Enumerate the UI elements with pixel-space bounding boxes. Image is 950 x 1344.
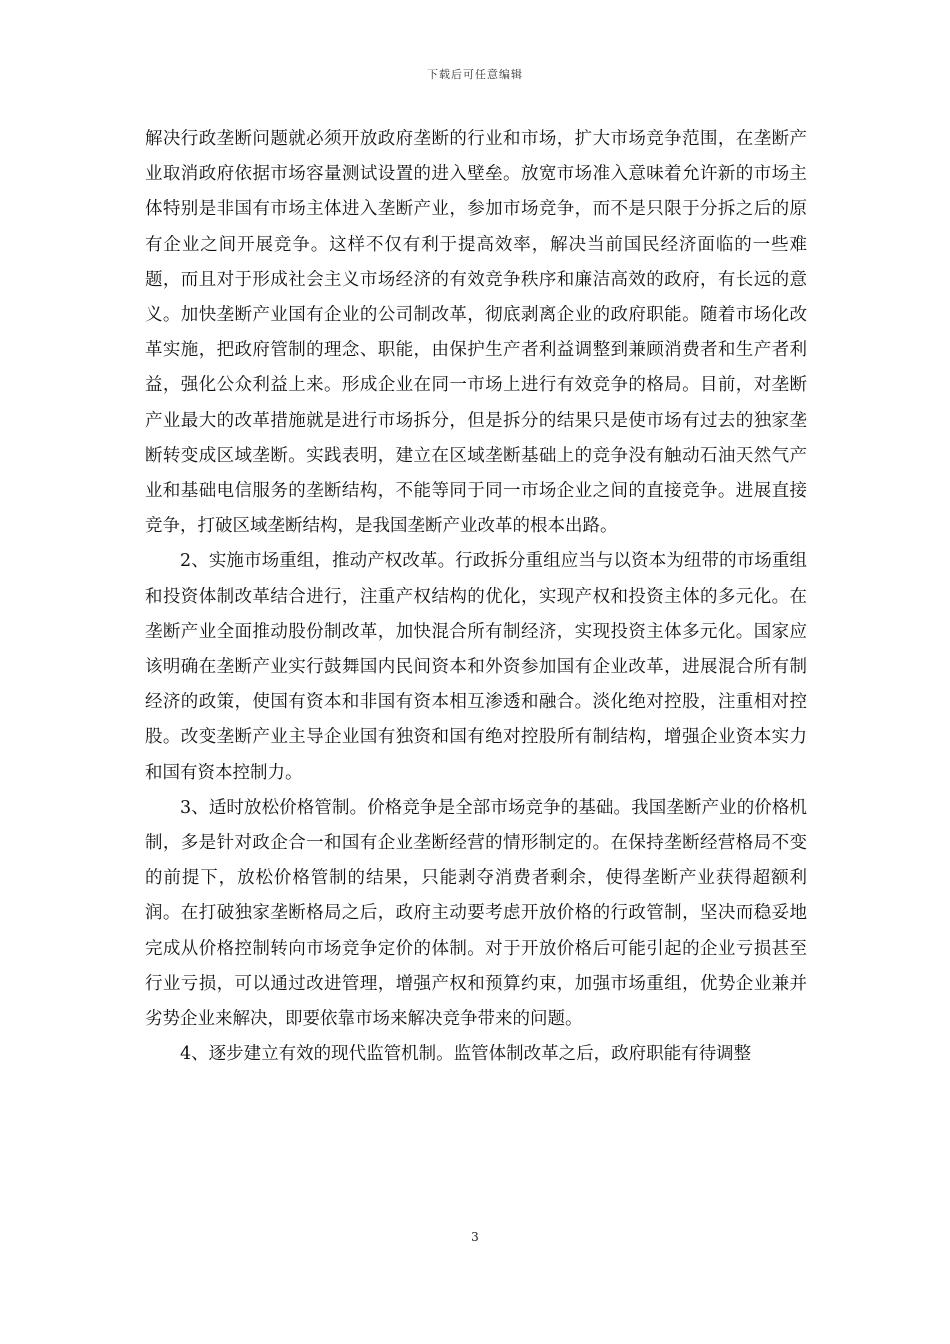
paragraph-1: 解决行政垄断问题就必须开放政府垄断的行业和市场，扩大市场竞争范围，在垄断产业取消政府依据市场容量测试设置的进入壁垒。放宽市场准入意味着允许新的市场主体特别是非国有市场主体进入垄断产业，参加市场竞争，而不是只限于分拆之后的原有企业之间开展竞争。这样不仅有利于提高效率，解决当前国民经济面临的一些难题，而且对于形成社会主义市场经济的有效竞争秩序和廉洁高效的政府，有长远的意义。加快垄断产业国有企业的公司制改革，彻底剥离企业的政府职能。随着市场化改革实施，把政府管制的理念、职能，由保护生产者利益调整到兼顾消费者和生产者利益，强化公众利益上来。形成企业在同一市场上进行有效竞争的格局。目前，对垄断产业最大的改革措施就是进行市场拆分，但是拆分的结果只是使市场有过去的独家垄断转变成区域垄断。实践表明，建立在区域垄断基础上的竞争没有触动石油天然气产业和基础电信服务的垄断结构，不能等同于同一市场企业之间的直接竞争。进展直接竞争，打破区域垄断结构，是我国垄断产业改革的根本出路。 [145, 129, 807, 537]
page-number: 3 [471, 1230, 479, 1244]
page-header: 下载后可任意编辑 [427, 68, 523, 81]
document-body [145, 122, 807, 1072]
paragraph-4: 4、逐步建立有效的现代监管机制。监管体制改革之后，政府职能有待调整 [180, 1044, 752, 1065]
paragraph-2: 2、实施市场重组，推动产权改革。行政拆分重组应当与以资本为纽带的市场重组和投资体制改革结合进行，注重产权结构的优化，实现产权和投资主体的多元化。在垄断产业全面推动股份制改革，加快混合所有制经济，实现投资主体多元化。国家应该明确在垄断产业实行鼓舞国内民间资本和外资参加国有企业改革，进展混合所有制经济的政策，使国有资本和非国有资本相互渗透和融合。淡化绝对控股，注重相对控股。改变垄断产业主导企业国有独资和国有绝对控股所有制结构，增强企业资本实力和国有资本控制力。 [145, 551, 807, 783]
paragraph-3: 3、适时放松价格管制。价格竞争是全部市场竞争的基础。我国垄断产业的价格机制，多是针对政企合一和国有企业垄断经营的情形制定的。在保持垄断经营格局不变的前提下，放松价格管制的结果，只能剥夺消费者剩余，使得垄断产业获得超额利润。在打破独家垄断格局之后，政府主动要考虑开放价格的行政管制，坚决而稳妥地完成从价格控制转向市场竞争定价的体制。对于开放价格后可能引起的企业亏损甚至行业亏损，可以通过改进管理，增强产权和预算约束，加强市场重组，优势企业兼并劣势企业来解决，即要依靠市场来解决竞争带来的问题。 [145, 797, 807, 1030]
